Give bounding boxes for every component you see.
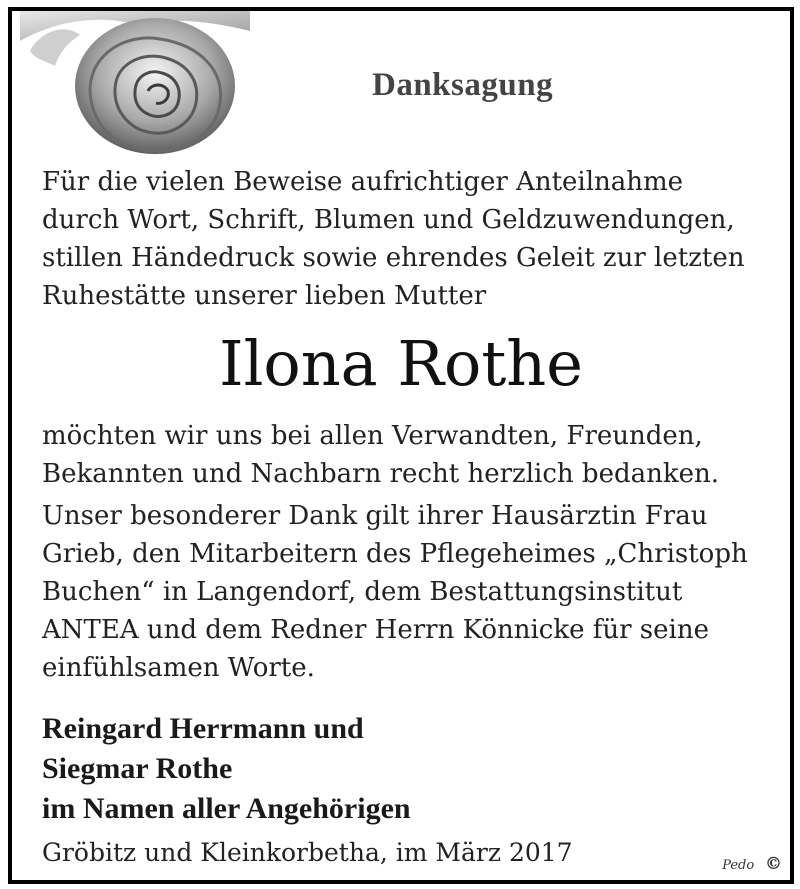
signer-line: Reingard Herrmann und — [42, 712, 364, 745]
signer-line: Siegmar Rothe — [42, 752, 233, 785]
obituary-notice — [8, 7, 794, 884]
notice-heading: Danksagung — [372, 67, 554, 103]
special-thanks-paragraph: Unser besonderer Dank gilt ihrer Hausärztin Frau Grieb, den Mitarbeitern des Pflegeheimes „Christoph Buchen“ in Langendorf, dem Bestattungsinstitut ANTEA und dem Redner Herrn Könnicke für seine einfühlsamen Worte. — [42, 501, 748, 683]
signers-block — [42, 709, 411, 829]
credit-mark — [722, 854, 782, 874]
deceased-name: Ilona Rothe — [219, 327, 583, 400]
thanks-paragraph: möchten wir uns bei allen Verwandten, Freunden, Bekannten und Nachbarn recht herzlich bedanken. — [42, 421, 719, 489]
intro-paragraph: Für die vielen Beweise aufrichtiger Anteilnahme durch Wort, Schrift, Blumen und Geldzuwendungen, stillen Händedruck sowie ehrendes Geleit zur letzten Ruhestätte unserer lieben Mutter — [42, 167, 745, 311]
rose-image — [20, 11, 250, 161]
credit-signature: Pedo — [722, 858, 755, 873]
signer-line: im Namen aller Angehörigen — [42, 792, 411, 825]
place-date: Gröbitz und Kleinkorbetha, im März 2017 — [42, 838, 573, 867]
copyright-icon: © — [765, 854, 782, 874]
